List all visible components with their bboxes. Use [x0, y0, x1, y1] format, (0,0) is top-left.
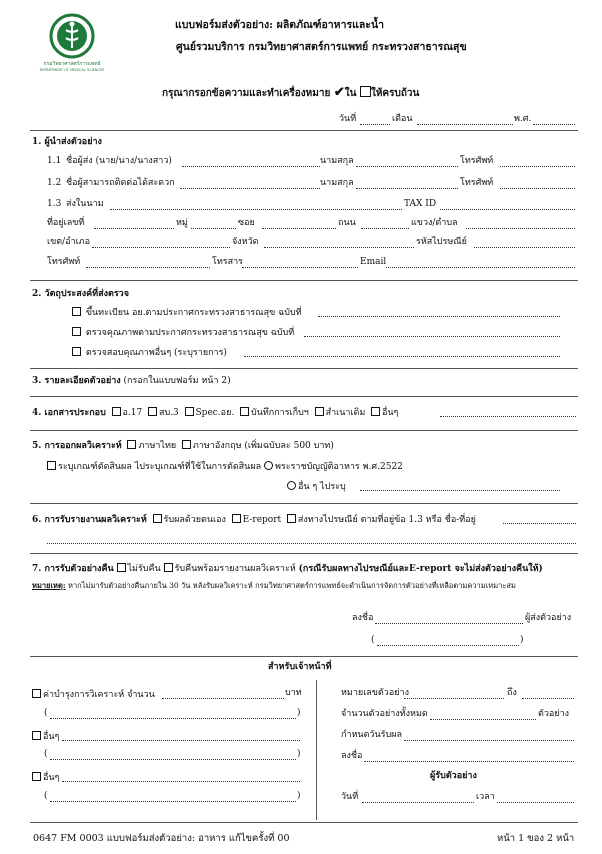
checkbox[interactable]	[287, 514, 296, 523]
section3-title: 3. รายละเอียดตัวอย่าง	[32, 376, 121, 386]
other1-line	[32, 731, 59, 743]
other2-paren-close: )	[297, 791, 301, 801]
sample-number-label: หมายเลขตัวอย่าง	[341, 688, 409, 698]
contact-name-field[interactable]	[180, 188, 320, 189]
section4-title: 4. เอกสารประกอบ	[32, 408, 106, 418]
checkbox[interactable]	[32, 689, 41, 698]
section5-line	[32, 440, 334, 452]
mail-address-field-1[interactable]	[503, 523, 576, 524]
purpose-registration-label: ขึ้นทะเบียน อย.ตามประกาศกระทรวงสาธารณสุข ฉบับที่	[85, 308, 302, 318]
receive-mail-option[interactable]: ส่งทางไปรษณีย์ ตามที่อยู่ข้อ 1.3 หรือ ชื่อ-ที่อยู่	[297, 515, 476, 525]
address-province-label: จังหวัด	[232, 237, 259, 247]
mail-address-field-2[interactable]	[47, 543, 576, 544]
other2-line	[32, 772, 59, 784]
receiver-time-field[interactable]	[497, 802, 574, 803]
fee-baht-label: บาท	[285, 688, 302, 698]
checkbox[interactable]	[112, 407, 121, 416]
receiver-signature-field[interactable]	[364, 761, 574, 762]
logo-caption-th: กรมวิทยาศาสตร์การแพทย์	[43, 61, 101, 67]
address-district-field[interactable]	[92, 247, 230, 248]
row-1-1-number: 1.1	[47, 156, 62, 166]
officer-divider	[316, 680, 317, 820]
instruction-mid: ใน	[344, 88, 357, 99]
criteria-line	[47, 461, 403, 473]
receiver-time-label: เวลา	[476, 792, 495, 802]
radio-button[interactable]	[287, 481, 296, 490]
row-1-2-number: 1.2	[47, 178, 62, 188]
other1-paren-open: (	[44, 749, 48, 759]
checkbox[interactable]	[127, 440, 136, 449]
section3-line	[32, 377, 231, 387]
purpose-registration-field[interactable]	[318, 316, 560, 317]
date-year-field[interactable]	[533, 124, 575, 125]
sender-name-label: ชื่อผู้ส่ง (นาย/นาง/นางสาว)	[66, 156, 172, 166]
sender-phone-label: โทรศัพท์	[460, 156, 494, 166]
receiver-date-label: วันที่	[341, 792, 359, 802]
no-return-option[interactable]: ไม่รับคืน	[127, 564, 161, 574]
criteria-option[interactable]: ระบุเกณฑ์ตัดสินผล ไประบุเกณฑ์ที่ใช้ในการตัดสินผล	[58, 462, 262, 472]
divider	[30, 822, 578, 823]
return-option[interactable]: รับคืนพร้อมรายงานผลวิเคราะห์	[174, 564, 296, 574]
checkbox[interactable]	[72, 327, 81, 336]
receiver-sign-label: ลงชื่อ	[341, 751, 363, 761]
form-code: 0647 FM 0003 แบบฟอร์มส่งตัวอย่าง: อาหาร แก้ไขครั้งที่ 00	[33, 833, 290, 844]
sender-signature-field[interactable]	[375, 623, 523, 624]
doc-other-field[interactable]	[440, 416, 576, 417]
other1-paren-close: )	[297, 749, 301, 759]
report-thai-option[interactable]: ภาษาไทย	[138, 441, 177, 451]
purpose-other-field[interactable]	[244, 356, 560, 357]
other1-label: อื่นๆ	[43, 732, 60, 742]
contact-name-label: ชื่อผู้สามารถติดต่อได้สะดวก	[66, 178, 175, 188]
fee-paren-close: )	[297, 708, 301, 718]
divider	[30, 503, 578, 504]
checkbox[interactable]	[72, 347, 81, 356]
sample-number-to-field[interactable]	[522, 698, 574, 699]
address-phone-field[interactable]	[86, 267, 210, 268]
criteria-other-option[interactable]: อื่น ๆ ไประบุ	[298, 482, 346, 492]
sender-phone-field[interactable]	[500, 166, 575, 167]
section6-title: 6. การรับรายงานผลวิเคราะห์	[32, 515, 147, 525]
sender-surname-label: นามสกุล	[320, 156, 354, 166]
section7-title: 7. การรับตัวอย่างคืน	[32, 564, 114, 574]
form-title: แบบฟอร์มส่งตัวอย่าง: ผลิตภัณฑ์อาหารและน้ำ	[175, 19, 385, 31]
row-1-3-number: 1.3	[47, 199, 62, 209]
sender-paren-close: )	[520, 635, 524, 645]
divider	[30, 280, 578, 281]
address-subdistrict-label: แขวง/ตำบล	[411, 218, 458, 228]
divider	[30, 368, 578, 369]
other2-words-field[interactable]	[50, 801, 296, 802]
section7-line	[32, 563, 543, 575]
receive-self-option[interactable]: รับผลด้วยตนเอง	[163, 515, 226, 525]
section3-note: (กรอกในแบบฟอร์ม หน้า 2)	[123, 376, 231, 386]
instruction-pre: กรุณากรอกข้อความและทำเครื่องหมาย	[162, 88, 331, 99]
checkbox[interactable]	[47, 461, 56, 470]
purpose-other-option[interactable]	[72, 347, 227, 359]
sender-surname-field[interactable]	[356, 166, 458, 167]
address-no-field[interactable]	[94, 228, 174, 229]
fee-words-field[interactable]	[50, 718, 296, 719]
report-english-option[interactable]: ภาษาอังกฤษ (เพิ่มฉบับละ 500 บาท)	[192, 441, 334, 451]
date-day-field[interactable]	[360, 124, 390, 125]
doc-option-spec[interactable]: Spec.อย.	[195, 408, 235, 418]
checkbox[interactable]	[148, 407, 157, 416]
doc-option-collection-record[interactable]: บันทึกการเก็บฯ	[250, 408, 309, 418]
remark-line	[32, 582, 516, 590]
contact-surname-label: นามสกุล	[320, 178, 354, 188]
contact-surname-field[interactable]	[356, 188, 458, 189]
return-note: (กรณีรับผลทางไปรษณีย์และE-report จะไม่ส่งตัวอย่างคืนให้)	[298, 564, 543, 574]
doc-option-other[interactable]: อื่นๆ	[382, 408, 399, 418]
checkbox-icon	[360, 86, 371, 97]
sender-name-field[interactable]	[182, 166, 320, 167]
address-fax-field[interactable]	[242, 267, 358, 268]
divider	[30, 396, 578, 397]
other1-words-field[interactable]	[50, 759, 296, 760]
address-district-label: เขต/อำเภอ	[47, 237, 90, 247]
purpose-quality-label: ตรวจคุณภาพตามประกาศกระทรวงสาธารณสุข ฉบับที่	[85, 328, 295, 338]
tax-id-field[interactable]	[440, 209, 575, 210]
address-no-label: ที่อยู่เลขที่	[47, 218, 85, 228]
purpose-quality-option[interactable]	[72, 327, 294, 339]
receive-ereport-option[interactable]: E-report	[242, 515, 282, 525]
due-date-field[interactable]	[404, 740, 574, 741]
doc-option-sb3[interactable]: สบ.3	[158, 408, 179, 418]
criteria-act-option[interactable]: พระราชบัญญัติอาหาร พ.ศ.2522	[275, 462, 403, 472]
divider	[30, 656, 578, 657]
address-moo-label: หมู่	[176, 218, 188, 228]
officer-section-title: สำหรับเจ้าหน้าที่	[268, 662, 332, 672]
checkbox[interactable]	[371, 407, 380, 416]
receiver-title: ผู้รับตัวอย่าง	[430, 771, 477, 781]
address-road-field[interactable]	[361, 228, 409, 229]
divider	[30, 430, 578, 431]
sender-printed-name-field[interactable]	[377, 645, 519, 646]
instruction-line	[162, 86, 419, 100]
fee-amount-field[interactable]	[162, 698, 284, 699]
date-month-label: เดือน	[392, 114, 413, 124]
fee-paren-open: (	[44, 708, 48, 718]
address-road-label: ถนน	[338, 218, 356, 228]
checkbox[interactable]	[32, 731, 41, 740]
radio-button[interactable]	[264, 461, 273, 470]
dms-emblem-icon	[36, 12, 108, 62]
date-month-field[interactable]	[417, 124, 513, 125]
checkbox[interactable]	[182, 440, 191, 449]
address-soi-field[interactable]	[262, 228, 336, 229]
other2-paren-open: (	[44, 791, 48, 801]
purpose-registration-option[interactable]	[72, 307, 302, 319]
address-moo-field[interactable]	[191, 228, 236, 229]
checkbox[interactable]	[240, 407, 249, 416]
section5-title: 5. การออกผลวิเคราะห์	[32, 441, 122, 451]
sender-sign-label: ลงชื่อ	[352, 613, 374, 623]
purpose-quality-field[interactable]	[304, 336, 560, 337]
page-number: หน้า 1 ของ 2 หน้า	[497, 833, 575, 844]
checkbox[interactable]	[117, 563, 126, 572]
address-subdistrict-field[interactable]	[466, 228, 575, 229]
checkbox[interactable]	[72, 307, 81, 316]
address-email-field[interactable]	[386, 267, 575, 268]
remark-label: หมายเหตุ:	[32, 581, 66, 590]
remark-text: หากไม่มารับตัวอย่างคืนภายใน 30 วัน หลังรับผลวิเคราะห์ กรมวิทยาศาสตร์การแพทย์จะดำเนินการจัดการตัวอย่างที่เหลือตามความเหมาะสม	[68, 581, 516, 590]
criteria-other-field[interactable]	[360, 490, 560, 491]
tax-id-label: TAX ID	[404, 199, 437, 209]
on-behalf-field[interactable]	[110, 209, 402, 210]
doc-option-a17[interactable]: อ.17	[122, 408, 143, 418]
address-postal-field[interactable]	[474, 247, 575, 248]
section1-title: 1. ผู้นำส่งตัวอย่าง	[32, 137, 102, 147]
fee-label: ค่าบำรุงการวิเคราะห์ จำนวน	[43, 690, 155, 700]
section2-title: 2. วัตถุประสงค์ที่ส่งตรวจ	[32, 289, 129, 299]
address-email-label: Email	[360, 257, 387, 267]
checkbox[interactable]	[185, 407, 194, 416]
address-phone-label: โทรศัพท์	[47, 257, 81, 267]
purpose-other-label: ตรวจสอบคุณภาพอื่นๆ (ระบุรายการ)	[85, 348, 227, 358]
doc-option-previous-copy[interactable]: สำเนาเดิม	[325, 408, 366, 418]
other2-field[interactable]	[62, 781, 300, 782]
due-date-label: กำหนดวันรับผล	[341, 730, 402, 740]
section4-line	[32, 407, 398, 419]
other2-label: อื่นๆ	[43, 773, 60, 783]
checkmark-icon: ✔	[333, 85, 345, 100]
divider	[30, 553, 578, 554]
address-fax-label: โทรสาร	[212, 257, 243, 267]
contact-phone-field[interactable]	[500, 188, 575, 189]
address-soi-label: ซอย	[238, 218, 255, 228]
checkbox[interactable]	[153, 514, 162, 523]
address-postal-label: รหัสไปรษณีย์	[416, 237, 467, 247]
sample-count-label: จำนวนตัวอย่างทั้งหมด	[341, 709, 428, 719]
sample-count-field[interactable]	[430, 719, 536, 720]
instruction-post: ให้ครบถ้วน	[370, 88, 420, 99]
sender-paren-open: (	[371, 635, 375, 645]
on-behalf-label: ส่งในนาม	[66, 199, 104, 209]
logo-caption-en: DEPARTMENT OF MEDICAL SCIENCES	[39, 68, 105, 72]
section6-line	[32, 514, 476, 526]
fee-line	[32, 689, 155, 701]
organization-name: ศูนย์รวมบริการ กรมวิทยาศาสตร์การแพทย์ กระทรวงสาธารณสุข	[176, 41, 467, 53]
sender-role-label: ผู้ส่งตัวอย่าง	[525, 613, 572, 623]
divider	[30, 130, 578, 131]
sample-unit-label: ตัวอย่าง	[538, 709, 570, 719]
receiver-date-field[interactable]	[362, 802, 474, 803]
department-logo	[36, 12, 108, 76]
checkbox[interactable]	[164, 563, 173, 572]
checkbox[interactable]	[32, 772, 41, 781]
sample-number-from-field[interactable]	[404, 698, 504, 699]
other1-field[interactable]	[62, 740, 300, 741]
checkbox[interactable]	[232, 514, 241, 523]
checkbox[interactable]	[315, 407, 324, 416]
address-province-field[interactable]	[264, 247, 414, 248]
contact-phone-label: โทรศัพท์	[460, 178, 494, 188]
criteria-other-line	[287, 481, 346, 493]
date-year-label: พ.ศ.	[514, 114, 532, 124]
sample-number-to-label: ถึง	[507, 688, 517, 698]
date-day-label: วันที่	[339, 114, 357, 124]
